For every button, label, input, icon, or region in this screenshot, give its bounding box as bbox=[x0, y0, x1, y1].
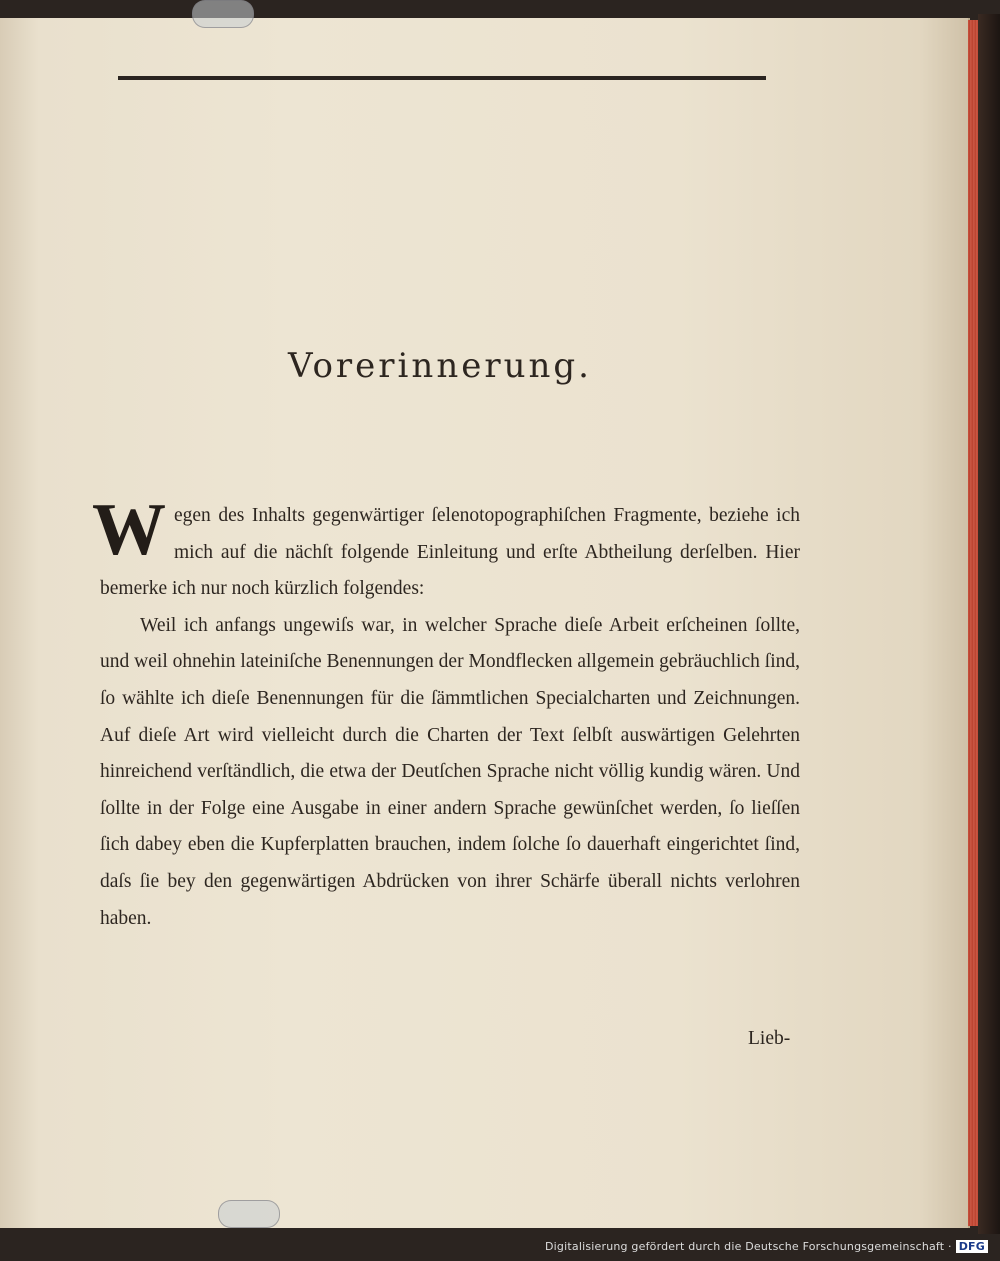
page-edge bbox=[968, 20, 978, 1226]
catchword: Lieb- bbox=[748, 1028, 791, 1049]
footer-credit-text: Digitalisierung gefördert durch die Deutsche Forschungsgemeinschaft · bbox=[545, 1240, 952, 1253]
paragraph-1 bbox=[92, 489, 800, 608]
header-rule bbox=[118, 76, 766, 80]
book-cover-edge bbox=[978, 14, 1000, 1234]
dfg-logo: DFG bbox=[956, 1240, 988, 1253]
paragraph-2: Weil ich anfangs ungewiſs war, in welcher Sprache dieſe Arbeit erſcheinen ſollte, und weil ohnehin lateiniſche Benennungen der Mondflecken allgemein gebräuchlich ſind, ſo wählte ich dieſe Benennungen für die ſämmtlichen Specialcharten und Zeichnungen. Auf dieſe Art wird vielleicht durch die Charten der Text ſelbſt auswärtigen Gelehrten hinreichend verſtändlich, die etwa der Deutſchen Sprache nicht völlig kundig wären. Und ſollte in der Folge eine Ausgabe in einer andern Sprache gewünſchet werden, ſo lieſſen ſich dabey eben die Kupferplatten brauchen, indem ſolche ſo dauerhaft eingerichtet ſind, daſs ſie bey den gegenwärtigen Abdrücken von ihrer Schärfe überall nichts verlohren haben. bbox=[100, 614, 800, 929]
page-clip-bottom bbox=[218, 1200, 280, 1228]
page-clip-top bbox=[192, 0, 254, 28]
paragraph-1-text: egen des Inhalts gegenwärtiger ſelenotopographiſchen Fragmente, beziehe ich mich auf die nächſt folgende Einleitung und erſte Abtheilung derſelben. Hier bemerke ich nur noch kürzlich folgendes: bbox=[100, 505, 800, 600]
page-title: Vorerinnerung. bbox=[288, 346, 592, 386]
footer-credit bbox=[545, 1240, 988, 1253]
drop-cap: W bbox=[92, 489, 166, 571]
body-text bbox=[92, 489, 800, 937]
